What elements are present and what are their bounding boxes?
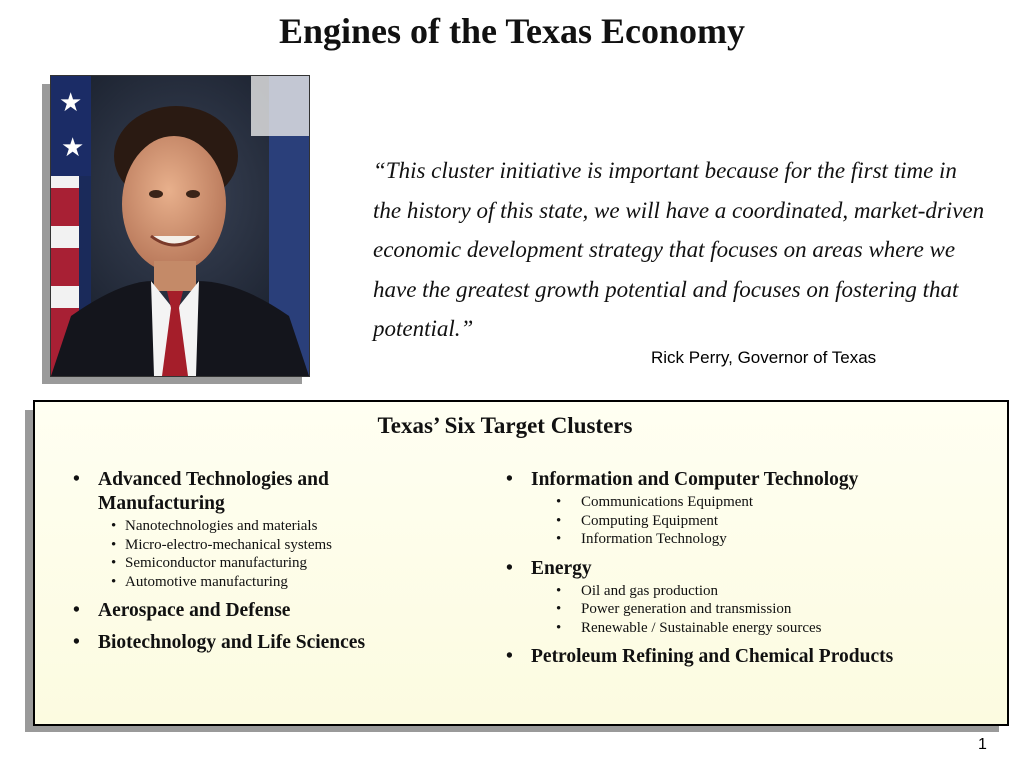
cluster-name: Petroleum Refining and Chemical Products — [531, 646, 894, 667]
cluster-name: Aerospace and Defense — [98, 600, 291, 621]
cluster-sub-item: • Power generation and transmission — [556, 600, 986, 619]
portrait-photo-icon — [51, 76, 309, 376]
slide-title: Engines of the Texas Economy — [278, 11, 746, 51]
cluster-name: Biotechnology and Life Sciences — [98, 632, 366, 653]
cluster-sub-item: • Oil and gas production — [556, 582, 986, 601]
cluster-item — [506, 468, 986, 549]
clusters-box — [33, 400, 1009, 726]
cluster-item — [73, 631, 443, 655]
clusters-heading: Texas’ Six Target Clusters — [377, 413, 633, 438]
cluster-sub-list — [111, 517, 443, 591]
cluster-sub-list — [556, 493, 986, 549]
cluster-sub-item: • Computing Equipment — [556, 512, 986, 531]
clusters-right-column — [506, 468, 986, 669]
cluster-sub-item: • Automotive manufacturing — [111, 573, 443, 592]
cluster-sub-list — [556, 582, 986, 638]
cluster-item — [73, 468, 443, 591]
cluster-sub-item: • Communications Equipment — [556, 493, 986, 512]
cluster-sub-item: • Renewable / Sustainable energy sources — [556, 619, 986, 638]
cluster-item — [73, 599, 443, 623]
cluster-sub-item: • Information Technology — [556, 530, 986, 549]
cluster-sub-item: • Micro-electro-mechanical systems — [111, 536, 443, 555]
page-number: 1 — [978, 736, 987, 753]
portrait-photo — [50, 75, 310, 377]
cluster-name: Advanced Technologies and Manufacturing — [98, 469, 329, 514]
governor-quote: “This cluster initiative is important because for the first time in the history of this state, we will have a coordinated, market-driven economic development strategy that focuses on areas where we have the greatest growth potential and focuses on fostering that potential.” — [373, 158, 985, 341]
cluster-name: Information and Computer Technology — [531, 469, 859, 490]
cluster-sub-item: • Nanotechnologies and materials — [111, 517, 443, 536]
quote-attribution: Rick Perry, Governor of Texas — [651, 348, 877, 367]
cluster-item — [506, 645, 986, 669]
svg-text:★: ★ — [61, 133, 85, 163]
cluster-name: Energy — [531, 557, 592, 579]
clusters-left-column — [73, 468, 443, 655]
cluster-sub-item: • Semiconductor manufacturing — [111, 554, 443, 573]
cluster-item — [506, 557, 986, 638]
svg-text:★: ★ — [59, 88, 83, 118]
